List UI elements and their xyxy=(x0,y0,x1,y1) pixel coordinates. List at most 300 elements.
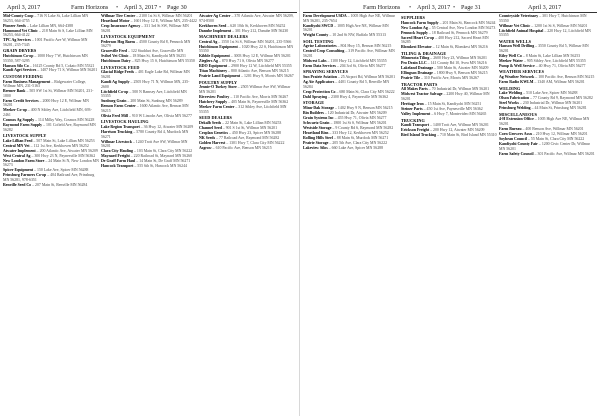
directory-listing xyxy=(3,108,99,117)
business-details: – 5780 County Rd 4, Murdock MN 56271 xyxy=(101,129,189,139)
directory-listing xyxy=(401,123,497,128)
business-details: – 3003 Hwy 12 E, Willmar MN 56201 xyxy=(230,54,291,59)
business-details: – 40 Hwy 71, Olivia MN 56277 xyxy=(535,63,586,68)
business-name: Raymond Farm Supply xyxy=(3,122,43,127)
business-name: Hutchinson Co-op xyxy=(3,53,34,58)
business-name: Farm Safety Council xyxy=(499,151,534,156)
business-details: – 1005 High Ave NE, Willmar MN 56201 xyxy=(499,117,590,126)
header-date: April 3, 2017 xyxy=(124,4,158,11)
business-name: Renville Seed Co xyxy=(3,182,32,187)
business-details: – 24 Main St N, New London MN 56273 xyxy=(3,158,99,168)
category-heading: SPRAYING SERVICES xyxy=(303,69,349,75)
business-name: 4-H Extension Office xyxy=(499,117,534,122)
business-details: – 1005 High Ave NE, Willmar MN 56201 xyxy=(303,23,389,33)
business-name: Jennie-O Turkey Store xyxy=(199,85,237,90)
business-details: – 804 Hwy 15, Benson MN 56215 xyxy=(337,44,392,49)
listing-columns xyxy=(3,14,297,414)
category-heading: MACHINERY DEALERS xyxy=(199,34,248,40)
directory-listing xyxy=(101,159,197,164)
business-name: Hatchery Supply xyxy=(199,100,228,104)
business-name: Hanson Silo Co xyxy=(3,63,29,68)
business-details: – 200 Hwy 12, Atwater MN 56209 xyxy=(430,128,485,133)
business-details: – 16125 County Rd 5, Cokato MN 55321 xyxy=(29,63,95,68)
directory-listing xyxy=(401,56,497,61)
category-heading: LIVESTOCK FEED xyxy=(101,64,140,70)
business-name: Bird Island Trucking xyxy=(401,133,437,138)
directory-listing xyxy=(401,66,497,71)
business-details: – 88 Main St, Murdock MN 56271 xyxy=(333,135,389,140)
header-left-date: April 3, 2017 xyxy=(7,4,41,11)
business-details: – 9 County Rd 6, Raymond MN 56282 xyxy=(332,125,394,130)
business-details: – 110 Pacific Ave, Morris MN 56267 xyxy=(230,95,289,100)
directory-listing xyxy=(101,140,197,149)
directory-listing xyxy=(303,106,399,111)
directory-listing xyxy=(101,154,197,159)
business-name: Prinsburg Farmers Co-op xyxy=(3,173,47,178)
business-name: Kandiyohi County Fair xyxy=(499,141,538,146)
business-name: Bin Builders xyxy=(303,110,324,115)
business-details: – 2505 Hwy 71 N, Willmar MN, 235-2600 xyxy=(101,80,190,89)
directory-listing xyxy=(101,70,197,79)
business-name: West Central Ag xyxy=(3,153,31,158)
directory-listing xyxy=(303,116,399,121)
directory-listing xyxy=(199,141,295,146)
directory-listing xyxy=(499,117,595,126)
business-name: Prairie Storage xyxy=(303,140,329,145)
directory-listing xyxy=(303,44,399,49)
business-details: – 100 Pacific Ave, Benson MN 56215 xyxy=(535,75,595,80)
business-name: New London Ag xyxy=(401,25,428,30)
category-heading: STORAGE xyxy=(303,100,325,106)
business-details: – 1200 Civic Center Dr, Willmar MN 56201 xyxy=(499,141,590,151)
directory-listing xyxy=(303,121,399,126)
directory-listing xyxy=(401,92,497,101)
business-details: – 141 County Rd 10, Svea MN 56216 xyxy=(427,61,487,66)
directory-listing xyxy=(401,45,497,50)
directory-listing xyxy=(401,87,497,92)
business-name: Pennock Supply xyxy=(401,30,428,35)
business-name: Prinsburg Welding xyxy=(499,106,531,111)
business-name: Willmar Livestock xyxy=(101,139,132,144)
directory-listing xyxy=(3,80,99,89)
directory-listing xyxy=(3,123,99,132)
directory-listing xyxy=(3,68,99,73)
business-name: Steiner Parts xyxy=(401,106,423,111)
directory-listing xyxy=(3,64,99,69)
business-details: – 2000 Hwy 12 E, Willmar MN 56201 xyxy=(3,98,89,108)
directory-listing xyxy=(101,104,197,113)
directory-listing xyxy=(101,80,197,89)
business-details: – 210 Hwy 12, Willmar MN 56201 xyxy=(532,131,588,136)
business-details: – 112 1st Ave, Kerkhoven MN 56252 xyxy=(30,143,89,148)
directory-listing xyxy=(499,44,595,53)
directory-listing xyxy=(499,137,595,142)
directory-listing xyxy=(199,136,295,141)
business-name: Centrol Crop Consulting xyxy=(303,49,345,54)
category-heading: SEED DEALERS xyxy=(199,115,232,121)
business-name: Pederson Hog Barns xyxy=(101,39,136,44)
directory-listing xyxy=(499,142,595,151)
business-name: Lakeview Silos xyxy=(303,145,328,150)
business-name: Hutchinson Equipment xyxy=(199,44,238,49)
business-name: Kibble Equipment xyxy=(199,54,230,59)
directory-listing xyxy=(303,64,399,69)
business-details: – 218 Main St S, Lake Lillian MN 56253, 664-4122 xyxy=(3,28,93,38)
directory-listing xyxy=(303,146,399,151)
business-details: – 220 Hwy 12, Litchfield MN 55355 xyxy=(499,28,591,38)
business-name: Lake Lillian Feed xyxy=(3,138,33,143)
directory-listing xyxy=(101,99,197,104)
header-separator: • xyxy=(409,4,412,11)
business-name: Benson Farm Center xyxy=(101,104,136,109)
business-details: – 1201 Hwy 9, Morris MN 56267 xyxy=(241,74,294,79)
listing-column xyxy=(401,14,497,414)
directory-listing xyxy=(499,96,595,101)
directory-listing xyxy=(199,64,295,69)
business-name: Riverview Poultry xyxy=(199,95,230,100)
business-name: Ellingson Drainage xyxy=(401,71,433,76)
business-name: Pro Drain LLC xyxy=(401,61,427,66)
business-name: Sacred Heart Co-op xyxy=(401,35,435,40)
category-heading: TRUCKING xyxy=(401,117,425,123)
business-name: NK Seeds xyxy=(199,135,216,140)
business-name: Dekalb Seeds xyxy=(199,120,222,125)
business-details: – 1301 Hwy 7, Clara City MN 56222 xyxy=(226,140,285,145)
business-name: Croplan Genetics xyxy=(199,130,228,135)
directory-listing xyxy=(401,26,497,31)
business-details: – 400 N Sibley Ave, Litchfield MN, 693-2461 xyxy=(3,108,92,117)
directory-listing xyxy=(101,125,197,130)
header-separator: • xyxy=(116,4,119,11)
business-details: – 401 Eagle Lake Rd, Willmar MN 56201 xyxy=(101,70,190,80)
business-name: Erickson Freight xyxy=(401,128,430,133)
directory-listing xyxy=(499,75,595,80)
business-details: – 400 Benson Ave, Willmar MN 56201 xyxy=(522,126,584,131)
business-name: Kandiyohi SWCD xyxy=(303,23,334,28)
directory-listing xyxy=(401,102,497,107)
business-details: – 25 Airport Rd, Willmar MN 56201 xyxy=(337,75,396,80)
business-details: – 331 3rd St SW, Willmar MN 56201 xyxy=(101,23,189,33)
directory-listing xyxy=(499,24,595,29)
business-details: – 310 Pacific Ave, Morris MN 56267 xyxy=(420,76,479,81)
business-details: – 122 Studdart Ave, Graceville MN xyxy=(128,49,184,54)
business-details: – Lake Lillian MN, 664-4388 xyxy=(26,23,74,28)
business-details: – 319 Pacific Ave, Willmar MN 56201 xyxy=(303,49,395,58)
business-name: Heartland Motor xyxy=(101,18,130,23)
directory-listing xyxy=(303,49,399,58)
business-details: – 500 N Ramsey Ave, Litchfield MN 55355 xyxy=(101,89,187,99)
directory-listing xyxy=(101,149,197,154)
business-details: – 114 Milky Way, Cosmos MN 56228 xyxy=(35,117,95,122)
business-details: – 455 Hwy 71, Olivia MN 56277 xyxy=(334,115,387,120)
business-name: Prairie Land Equipment xyxy=(199,74,241,79)
business-name: Riley Well Co xyxy=(499,53,522,58)
directory-listing xyxy=(101,54,197,59)
business-details: – 660 Lake Ave, Spicer MN 56288 xyxy=(328,145,384,150)
business-name: Hancock Farm Supply xyxy=(401,20,439,25)
business-name: Sun Prairie Aviation xyxy=(303,75,337,80)
header-right-date: April 3, 2017 xyxy=(528,4,562,11)
business-name: Kandi Transport xyxy=(401,123,430,128)
business-name: Channel Seed xyxy=(199,125,222,130)
business-name: Titan Machinery xyxy=(199,69,228,74)
category-heading: MISCELLANEOUS xyxy=(499,111,538,117)
header-page-number: Page 30 xyxy=(167,4,187,11)
business-details: – 870 Hwy 71 S, Olivia MN 56277 xyxy=(218,59,274,64)
business-details: – 2200 Hwy 40, Willmar MN 56201 xyxy=(401,92,490,102)
directory-listing xyxy=(199,146,295,151)
business-details: – 18 Main St, Kandiyohi MN 56251 xyxy=(129,54,186,59)
directory-listing xyxy=(101,49,197,54)
business-details: – 333 Hwy 12, Kerkhoven MN 56252 xyxy=(329,130,389,135)
business-details: – 18 Railroad St, Pennock MN 56279 xyxy=(428,30,488,35)
directory-listing xyxy=(101,24,197,33)
business-details: – 1005 High Ave NE, Willmar MN 56201, 235-7654 xyxy=(303,14,395,23)
directory-listing xyxy=(401,71,497,76)
business-name: Steel Works xyxy=(499,101,519,106)
directory-listing xyxy=(101,90,197,99)
business-details: – 201 Main St, Hancock MN 56244 xyxy=(439,20,496,25)
business-details: – 901 S 1st St, Willmar MN 56201 xyxy=(222,125,278,130)
business-name: Agvise Laboratories xyxy=(303,44,337,49)
directory-listing xyxy=(303,141,399,146)
business-name: Mid-County Coop xyxy=(3,14,34,18)
directory-listing xyxy=(101,114,197,119)
business-details: – 450 Hwy 23, Spicer MN 56288 xyxy=(228,130,281,135)
business-name: Kandi Agri Services xyxy=(3,68,37,73)
right-page xyxy=(300,0,600,416)
business-details: – 1600 Atlantic Ave, Benson MN 56215 xyxy=(101,104,189,113)
business-details: – 3550 County Rd 5, Willmar MN 56201 xyxy=(499,44,589,53)
business-name: Meeker Farm Center xyxy=(199,104,235,109)
category-heading: POULTRY SUPPLY xyxy=(199,79,238,85)
business-name: Atwater Ag Center xyxy=(199,14,231,18)
category-heading: WATER WELLS xyxy=(499,38,532,44)
business-name: Lake Region Transport xyxy=(101,124,140,129)
business-name: Litchfield Co-op xyxy=(101,89,129,94)
business-name: All Makes Parts xyxy=(401,87,428,92)
business-details: – 500 Main St, Atwater MN 56209 xyxy=(434,66,489,71)
business-details: – 680 Main St, Clara City MN 56222 xyxy=(336,89,395,94)
business-details: – 505 SW 1st St, Willmar MN 56201, 231-1800 xyxy=(3,89,94,98)
business-name: New London Farm Store xyxy=(3,158,45,163)
business-details: – 230 Industrial Dr, Willmar MN 56201 xyxy=(519,101,583,106)
business-details: – 800 Atlantic Ave, Benson MN 56215 xyxy=(228,69,289,74)
directory-listing xyxy=(499,101,595,106)
directory-listing xyxy=(199,14,295,23)
business-name: Schwartz Grain xyxy=(303,120,330,125)
business-name: Danube Implement xyxy=(199,28,232,33)
business-name: Pioneer Seeds xyxy=(3,23,26,28)
header-section-title: Farm Horizons xyxy=(71,4,109,11)
business-name: Minnesota Tiling xyxy=(401,56,430,61)
business-name: Willmar Tire Center xyxy=(101,14,136,18)
business-name: Farm Bureau xyxy=(499,126,522,131)
business-name: Willmar Vet Clinic xyxy=(499,23,531,28)
category-heading: CUSTOM FEEDING xyxy=(3,74,43,80)
business-name: Midwest Labs xyxy=(303,58,327,63)
directory-listing xyxy=(199,54,295,59)
business-details: – 70 Industrial Dr, Willmar MN 56201 xyxy=(428,87,490,92)
business-details: – 6 Hwy 7, Montevideo MN 56265 xyxy=(431,111,487,116)
business-details: – 10 2nd St NW, Buffalo MN 55313 xyxy=(329,33,386,38)
directory-listing xyxy=(3,38,99,47)
directory-listing xyxy=(401,31,497,36)
business-name: Cosmos Ag Supply xyxy=(3,117,35,122)
business-name: Central Ag xyxy=(199,39,218,44)
business-name: Prairie Tile xyxy=(401,76,420,81)
business-details: – 200 Atlantic Ave, Atwater MN 56209 xyxy=(36,148,98,153)
business-details: – 200 Main St, Sunburg MN 56289 xyxy=(127,99,183,104)
business-details: – 4500 County Rd 8, Pennock MN 56279 xyxy=(101,39,191,49)
business-name: TPC Ag Services xyxy=(3,38,31,43)
category-heading: LIVESTOCK HAULING xyxy=(101,119,149,125)
directory-listing xyxy=(199,29,295,34)
directory-listing xyxy=(101,40,197,49)
header-page-number: Page 31 xyxy=(461,4,481,11)
business-name: Blomkest Elevator xyxy=(401,45,432,50)
category-heading: WELDING xyxy=(499,85,521,91)
listing-column xyxy=(303,14,399,414)
business-details: – 2600 Hwy 23, Willmar MN 56201 xyxy=(430,56,488,61)
directory-listing xyxy=(303,75,399,80)
business-name: Zieglers Ag xyxy=(199,59,218,64)
business-name: Atwater Implement xyxy=(3,148,36,153)
business-name: Lakeland Drainage xyxy=(401,66,434,71)
directory-listing xyxy=(499,59,595,64)
business-name: Midwest Tractor Salvage xyxy=(401,92,443,97)
category-heading: TILING & DRAINAGE xyxy=(401,50,447,56)
business-details: – 2505 Willmar Ave SW, Willmar MN 56201 xyxy=(199,85,291,95)
business-details: – 1550 1st St S, Willmar MN 56201, 235-5566 xyxy=(218,39,292,44)
directory-listing xyxy=(199,100,295,105)
business-name: Rolling Hills Steel xyxy=(303,135,333,140)
business-name: Farm Credit Services xyxy=(3,98,39,103)
directory-listing xyxy=(499,80,595,85)
header-separator: • xyxy=(159,4,162,11)
listing-column xyxy=(499,14,595,414)
business-name: Meeker Water xyxy=(499,58,523,63)
directory-listing xyxy=(303,14,399,23)
business-details: – 1100 Hwy 12, Litchfield MN 55355 xyxy=(327,58,387,63)
directory-listing xyxy=(3,118,99,123)
business-details: – 36 Hwy 12, Atwater MN 56209 xyxy=(140,124,194,129)
business-details: – Ridgewater College, Willmar MN, 231-5163 xyxy=(3,79,87,89)
business-details: – 610 Pacific Ave, Benson MN 56215 xyxy=(212,145,272,150)
business-name: Minn-Dak Storage xyxy=(303,105,335,110)
business-details: – 1020 Hwy 22 S, Hutchinson MN 55350 xyxy=(199,44,294,54)
directory-listing xyxy=(303,90,399,95)
business-details: – 1240 Trott Ave SW, Willmar MN 56201 xyxy=(101,139,188,149)
business-details: – 825 Hwy 15 S, Hutchinson MN 55350 xyxy=(131,59,195,64)
business-name: Olivia Feed Mill xyxy=(101,113,129,118)
business-name: Wright County xyxy=(303,33,329,38)
business-details: – 1601 Hwy 12 E, Willmar MN, 235-4422 xyxy=(130,18,197,23)
business-name: Svihel Vet Clinic xyxy=(101,54,129,59)
business-name: Farm Development USDA xyxy=(303,14,347,18)
directory-listing xyxy=(101,59,197,64)
category-heading: TRACTOR PARTS xyxy=(401,81,438,87)
business-name: Heartland Bins xyxy=(303,130,329,135)
business-details: – 300 Hwy 23 N, Paynesville MN 56362 xyxy=(31,153,96,158)
business-name: Heritage Iron xyxy=(401,102,424,106)
listing-column xyxy=(3,14,99,414)
directory-listing xyxy=(499,29,595,38)
business-details: – 301 Hwy 212, Danube MN 56230 xyxy=(232,28,289,33)
business-details: – 101 Cofield Ave, Raymond MN 56282 xyxy=(3,122,96,132)
directory-listing xyxy=(3,89,99,98)
business-details: – 312 Sibley Ave, Litchfield MN 55355 xyxy=(199,104,287,114)
business-details: – 14 Main St, De Graff MN 56271 xyxy=(136,159,191,164)
listing-column xyxy=(199,14,295,414)
directory-listing xyxy=(101,14,197,19)
directory-listing xyxy=(3,99,99,108)
directory-listing xyxy=(499,64,595,69)
directory-listing xyxy=(401,76,497,81)
business-name: Kerkhoven Seed xyxy=(199,23,227,28)
directory-listing xyxy=(303,80,399,89)
business-name: Clara City Hauling xyxy=(101,149,133,154)
business-details: – 2100 1st St S, Willmar MN 56201 xyxy=(136,14,193,18)
directory-listing xyxy=(3,154,99,159)
business-details: – 404 Railroad Ave, Prinsburg MN 56281, 978-6351 xyxy=(3,173,95,182)
directory-listing xyxy=(401,36,497,45)
business-name: Ag Weather Network xyxy=(499,75,535,80)
business-details: – 301 Hwy 7, Hutchinson MN 55350 xyxy=(499,14,587,23)
directory-listing xyxy=(401,112,497,117)
business-details: – 4401 County Rd 5, Renville MN 56284 xyxy=(303,80,390,89)
directory-listing xyxy=(3,14,99,23)
business-details: – 205 5th Ave, Clara City MN 56222 xyxy=(329,140,388,145)
directory-listing xyxy=(303,59,399,64)
business-name: Dahl Spraying xyxy=(303,94,328,99)
directory-listing xyxy=(3,168,99,173)
business-details: – 77 Railroad Ave, Raymond MN 56282 xyxy=(216,135,280,140)
business-details: – 120 Industrial Dr, Atwater MN 56209 xyxy=(324,110,387,115)
business-name: Harrison Trucking xyxy=(101,129,133,134)
business-details: – 1800 1st St S, Willmar MN 56201 xyxy=(330,120,387,125)
category-heading: WEATHER SERVICES xyxy=(499,69,545,75)
business-name: Westside Storage xyxy=(303,125,332,130)
business-name: RDO Equipment xyxy=(199,64,228,69)
directory-listing xyxy=(199,126,295,131)
business-details: – 400 Hwy 212, Sacred Heart MN 56285 xyxy=(401,35,489,45)
directory-listing xyxy=(499,91,595,96)
directory-listing xyxy=(499,106,595,111)
business-name: Meeker Co-op xyxy=(3,108,27,113)
category-heading: SUPPLIERS xyxy=(401,15,425,20)
page-header xyxy=(3,3,297,13)
business-name: Valley Implement xyxy=(401,111,431,116)
directory-listing xyxy=(499,127,595,132)
business-details: – 405 Main St, Paynesville MN 56362 xyxy=(228,100,289,104)
business-details: – 44 Main St, Prinsburg MN 56281 xyxy=(531,106,587,111)
business-name: Sunburg Grain xyxy=(101,99,127,104)
directory-listing xyxy=(199,95,295,100)
business-details: – 2300 Hwy 4, Paynesville MN 56362 xyxy=(328,94,389,99)
business-details: – 103 Main St, Clara City MN 56222 xyxy=(133,149,193,154)
business-details: – 370 Atlantic Ave, Atwater MN 56209, 974-8500 xyxy=(199,14,294,23)
business-details: – 8 Main St, Lake Lillian MN 56253 xyxy=(522,53,581,58)
business-name: Countryside Veterinary xyxy=(499,14,539,18)
directory-listing xyxy=(199,131,295,136)
business-details: – 620 10th St, Kerkhoven MN 56252 xyxy=(227,23,286,28)
directory-listing xyxy=(499,132,595,137)
directory-listing xyxy=(199,85,295,94)
listing-columns xyxy=(303,14,597,414)
directory-listing xyxy=(303,24,399,33)
business-name: Kandi Ag Supply xyxy=(101,80,130,85)
